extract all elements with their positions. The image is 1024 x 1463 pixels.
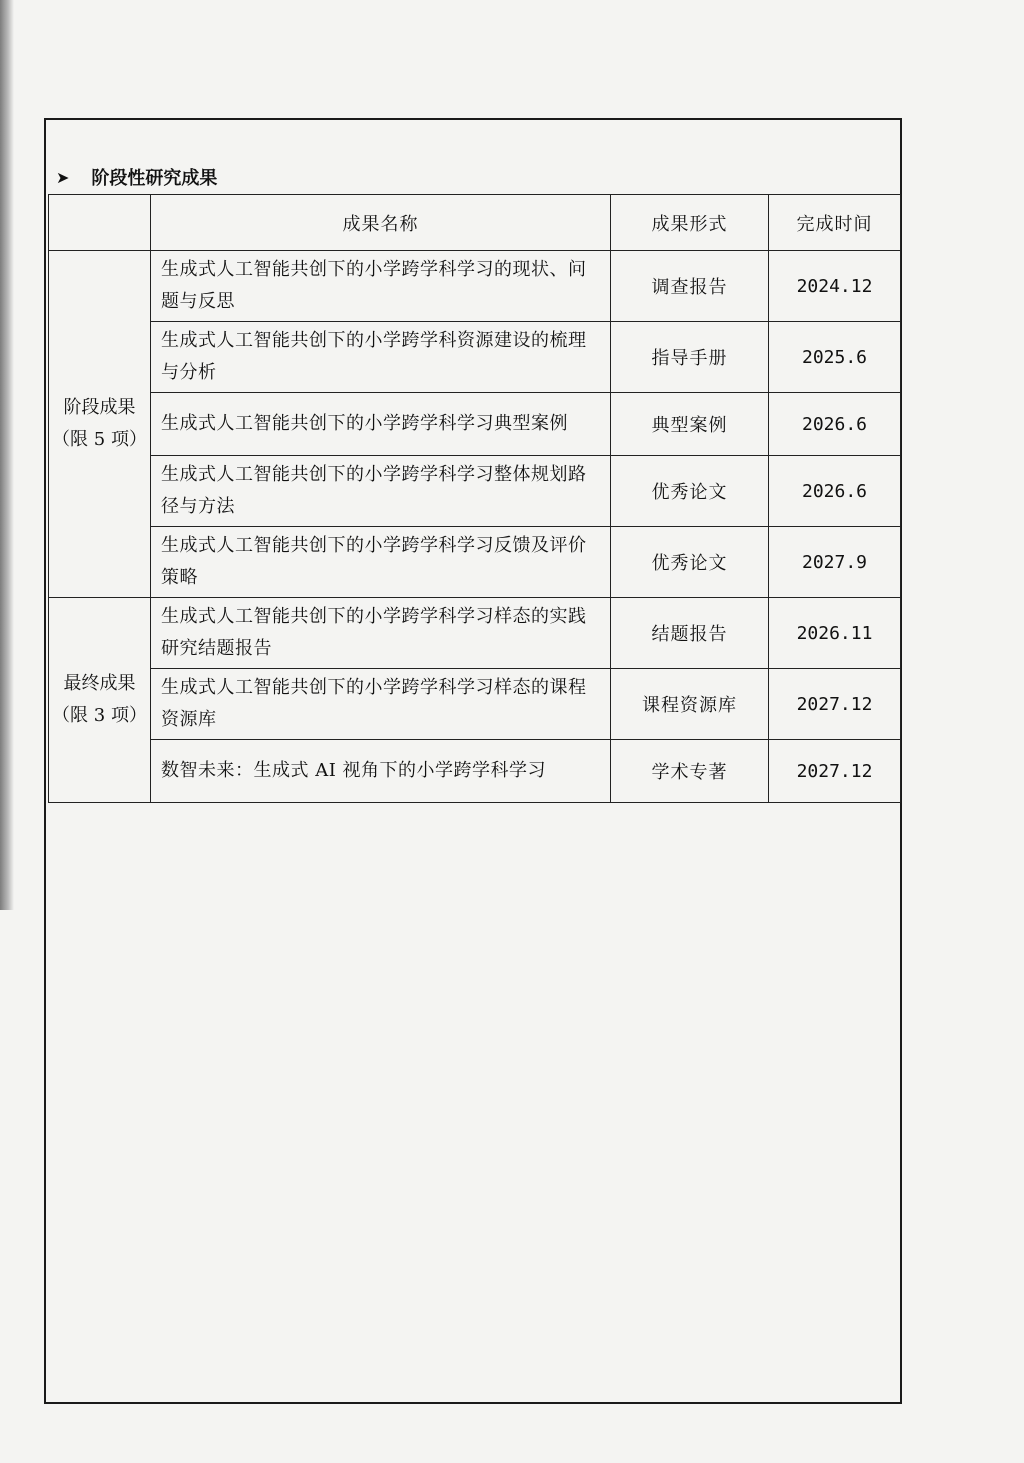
category-cell-final [49,598,151,803]
result-name: 生成式人工智能共创下的小学跨学科资源建设的梳理与分析 [151,322,611,393]
result-time: 2026.11 [769,598,901,669]
result-name: 生成式人工智能共创下的小学跨学科学习样态的实践研究结题报告 [151,598,611,669]
header-category [49,195,151,251]
result-time: 2025.6 [769,322,901,393]
table-row [49,322,901,393]
scan-binding-shadow [0,0,14,910]
category-cell-stage [49,251,151,598]
header-form: 成果形式 [611,195,769,251]
header-name: 成果名称 [151,195,611,251]
table-row [49,669,901,740]
result-name: 生成式人工智能共创下的小学跨学科学习反馈及评价策略 [151,527,611,598]
result-time: 2027.12 [769,740,901,803]
table-header-row [49,195,901,251]
result-time: 2027.9 [769,527,901,598]
category-limit: （限 3 项） [52,705,147,726]
result-form: 典型案例 [611,393,769,456]
result-form: 结题报告 [611,598,769,669]
table-row [49,598,901,669]
result-form: 课程资源库 [611,669,769,740]
header-time: 完成时间 [769,195,901,251]
result-form: 指导手册 [611,322,769,393]
result-time: 2027.12 [769,669,901,740]
table-row [49,527,901,598]
section-heading [56,164,217,190]
result-name: 生成式人工智能共创下的小学跨学科学习的现状、问题与反思 [151,251,611,322]
result-time: 2026.6 [769,393,901,456]
category-label: 最终成果 [63,673,136,694]
result-form: 调查报告 [611,251,769,322]
table-row [49,393,901,456]
result-form: 优秀论文 [611,527,769,598]
table-row [49,456,901,527]
result-name: 生成式人工智能共创下的小学跨学科学习典型案例 [151,393,611,456]
result-form: 优秀论文 [611,456,769,527]
result-form: 学术专著 [611,740,769,803]
table-row [49,740,901,803]
result-name: 生成式人工智能共创下的小学跨学科学习整体规划路径与方法 [151,456,611,527]
result-name: 生成式人工智能共创下的小学跨学科学习样态的课程资源库 [151,669,611,740]
arrow-bullet-icon: ➤ [56,167,70,187]
category-label: 阶段成果 [63,397,136,418]
results-table [48,194,901,803]
result-time: 2026.6 [769,456,901,527]
table-row [49,251,901,322]
section-title: 阶段性研究成果 [91,168,218,189]
result-name: 数智未来：生成式 AI 视角下的小学跨学科学习 [151,740,611,803]
result-time: 2024.12 [769,251,901,322]
category-limit: （限 5 项） [52,429,147,450]
